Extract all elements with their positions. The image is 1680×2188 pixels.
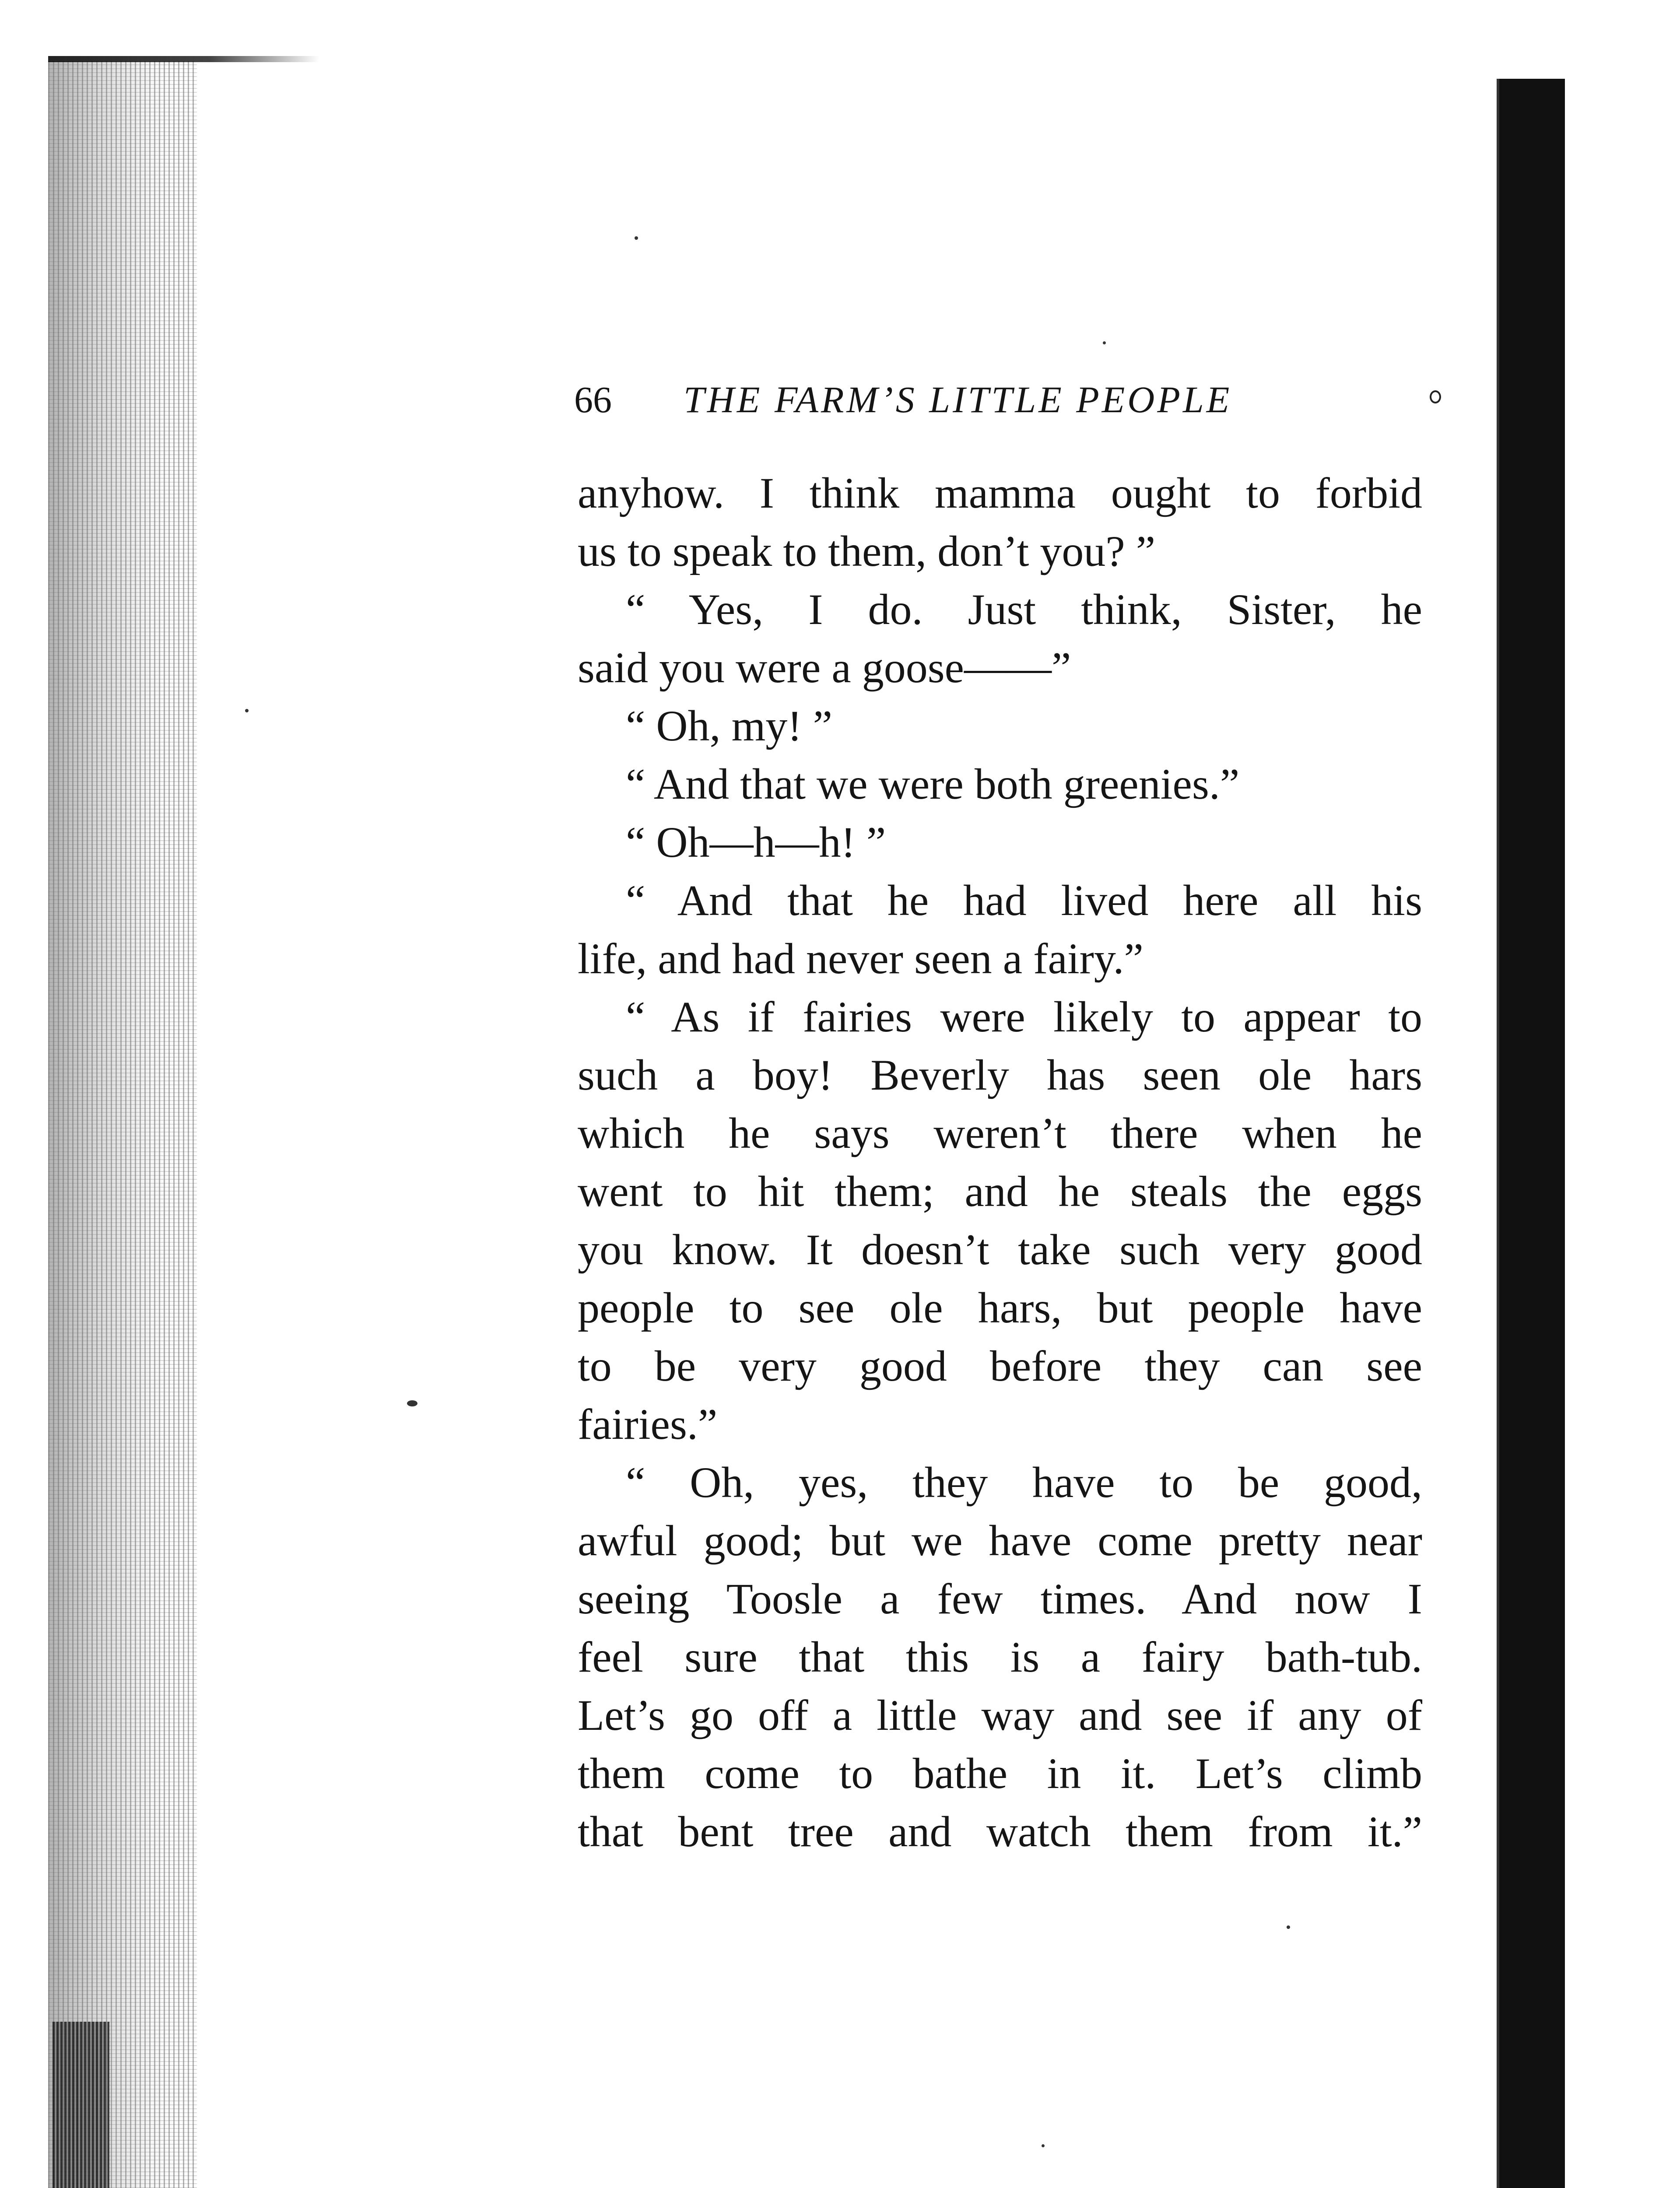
text-line: them come to bathe in it. Let’s climb [578,1749,1422,1798]
text-line: “ Oh, yes, they have to be good, [626,1458,1422,1507]
text-line: “ Oh—h—h! ” [626,818,886,866]
text-line: you know. It doesn’t take such very good [578,1225,1422,1274]
text-line: “ And that he had lived here all his [626,876,1422,925]
text-line: awful good; but we have come pretty near [578,1516,1422,1565]
text-line: “ As if fairies were likely to appear to [626,992,1422,1041]
scan-speck [245,709,249,712]
text-line: said you were a goose——” [578,643,1071,692]
text-line: people to see ole hars, but people have [578,1283,1422,1332]
page-number: 66 [574,379,612,421]
text-line: life, and had never seen a fairy.” [578,934,1143,983]
text-line: “ And that we were both greenies.” [626,760,1240,808]
text-line: feel sure that this is a fairy bath-tub. [578,1633,1422,1681]
text-line: that bent tree and watch them from it.” [578,1807,1422,1856]
scan-speck [1042,2144,1045,2147]
text-line: which he says weren’t there when he [578,1109,1422,1157]
text-line: went to hit them; and he steals the eggs [578,1167,1422,1216]
text-line: seeing Toosle a few times. And now I [578,1574,1422,1623]
running-header [574,375,1432,424]
scan-right-edge-bar [1497,79,1565,2188]
scan-speck [1287,1925,1290,1929]
scan-speck [635,236,638,240]
scan-speck [407,1400,417,1406]
scan-left-gutter-dark [53,2022,109,2188]
text-line: “ Yes, I do. Just think, Sister, he [626,585,1422,634]
text-line: “ Oh, my! ” [626,701,833,750]
text-line: such a boy! Beverly has seen ole hars [578,1051,1422,1099]
text-line: fairies.” [578,1400,718,1448]
scan-left-gutter-shadow [48,61,197,2188]
body-text [578,464,1422,1861]
text-line: to be very good before they can see [578,1342,1422,1390]
text-line: anyhow. I think mamma ought to forbid [578,469,1422,517]
running-title: THE FARM’S LITTLE PEOPLE [684,379,1232,421]
header-ornament [1430,390,1441,403]
text-line: us to speak to them, don’t you? ” [578,527,1156,575]
text-line: Let’s go off a little way and see if any of [578,1691,1422,1739]
scan-speck [1103,341,1106,344]
